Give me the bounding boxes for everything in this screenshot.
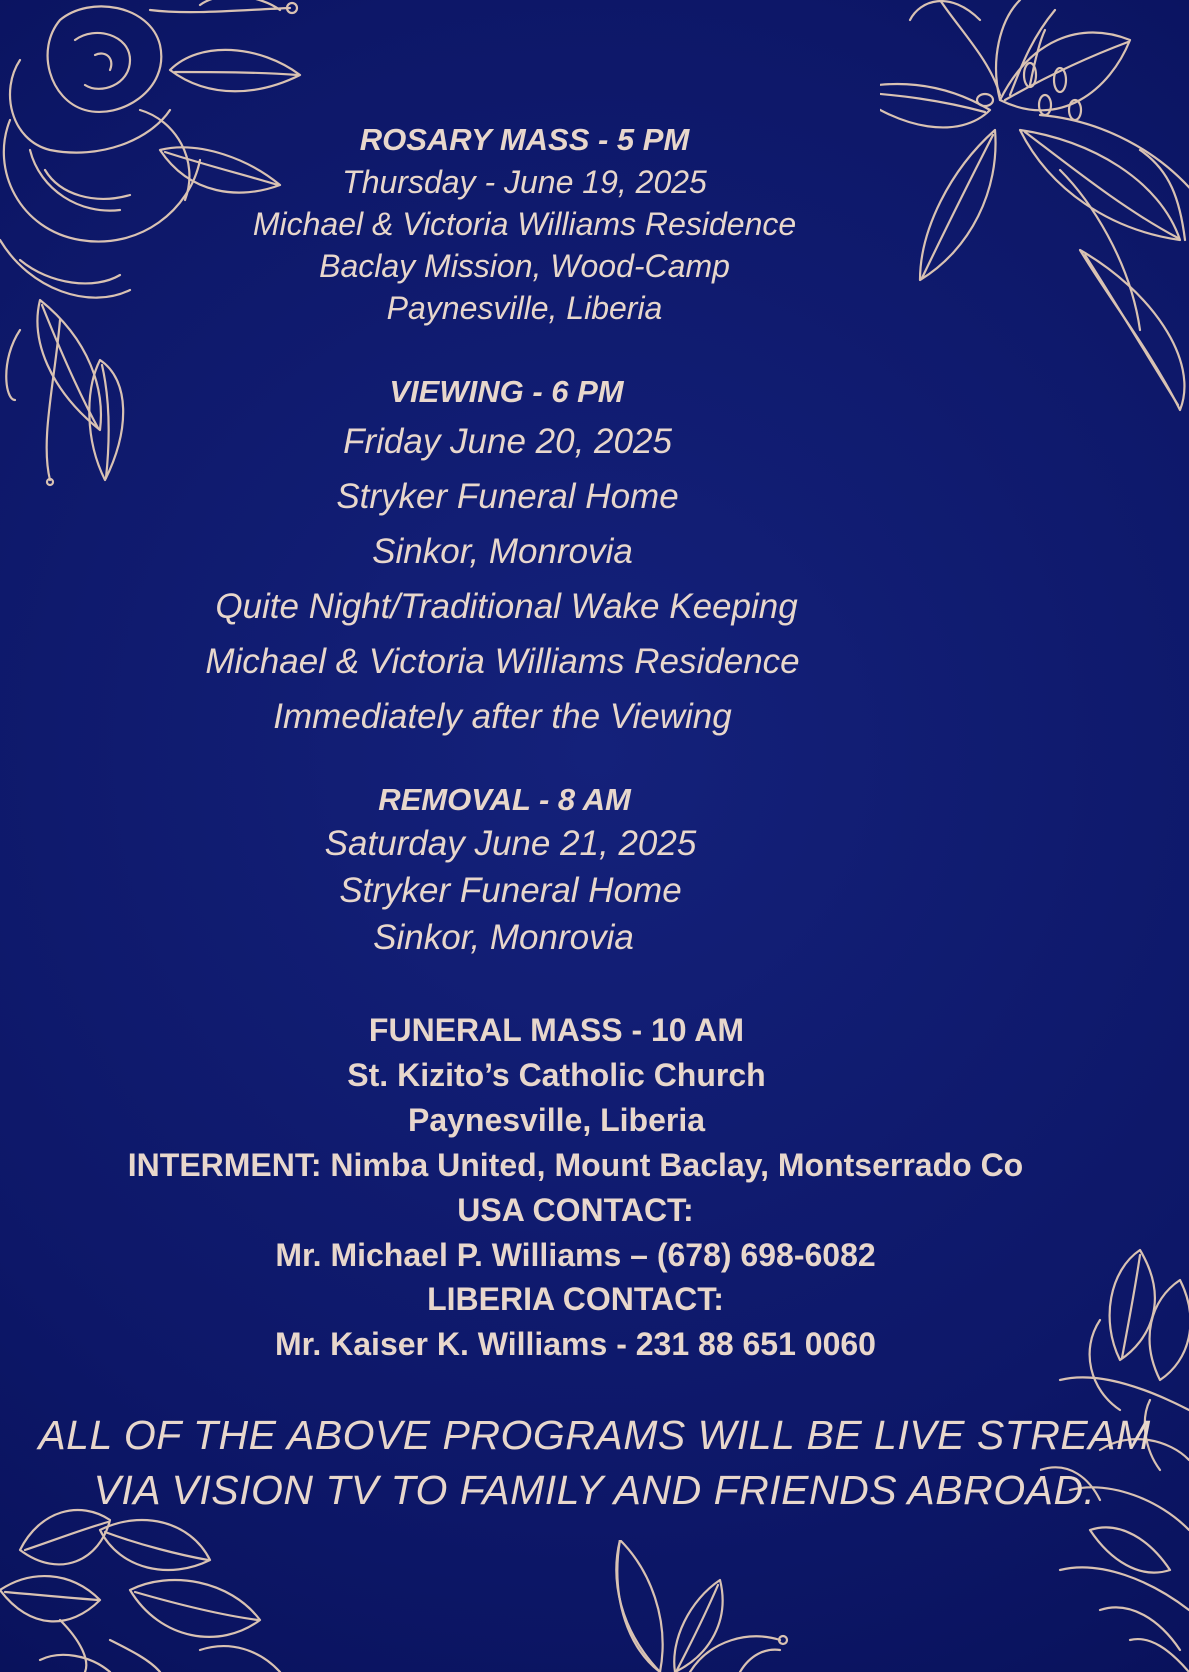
live-stream-notice-line-2: VIA VISION TV TO FAMILY AND FRIENDS ABROAD. [93,1467,1096,1513]
rosary-heading: ROSARY MASS - 5 PM [359,122,690,157]
funeral-church: St. Kizito’s Catholic Church [347,1057,766,1093]
wake-keeping-venue: Michael & Victoria Williams Residence [205,642,800,681]
removal-city: Sinkor, Monrovia [373,918,634,957]
rosary-address: Baclay Mission, Wood-Camp [319,248,730,284]
viewing-city: Sinkor, Monrovia [372,532,633,571]
liberia-contact: Mr. Kaiser K. Williams - 231 88 651 0060 [275,1326,876,1362]
wake-keeping-time: Immediately after the Viewing [273,697,732,736]
removal-venue: Stryker Funeral Home [339,871,682,910]
usa-contact: Mr. Michael P. Williams – (678) 698-6082 [275,1237,876,1273]
wake-keeping-title: Quite Night/Traditional Wake Keeping [215,587,798,626]
interment-line: INTERMENT: Nimba United, Mount Baclay, Montserrado Co [127,1147,1024,1183]
viewing-date: Friday June 20, 2025 [343,422,672,461]
viewing-venue: Stryker Funeral Home [336,477,679,516]
live-stream-notice-line-1: ALL OF THE ABOVE PROGRAMS WILL BE LIVE STREAM [38,1412,1151,1458]
removal-heading: REMOVAL - 8 AM [378,782,631,817]
bottom-center-leaf-decoration [600,1540,800,1672]
bottom-left-floral-decoration [0,1490,300,1672]
rosary-city: Paynesville, Liberia [386,290,663,326]
funeral-mass-heading: FUNERAL MASS - 10 AM [368,1012,745,1048]
rosary-date: Thursday - June 19, 2025 [342,164,707,200]
funeral-city: Paynesville, Liberia [407,1102,706,1138]
removal-date: Saturday June 21, 2025 [324,824,697,863]
rosary-venue: Michael & Victoria Williams Residence [252,206,797,242]
liberia-contact-label: LIBERIA CONTACT: [427,1281,724,1317]
usa-contact-label: USA CONTACT: [457,1192,694,1228]
viewing-heading: VIEWING - 6 PM [389,374,624,409]
